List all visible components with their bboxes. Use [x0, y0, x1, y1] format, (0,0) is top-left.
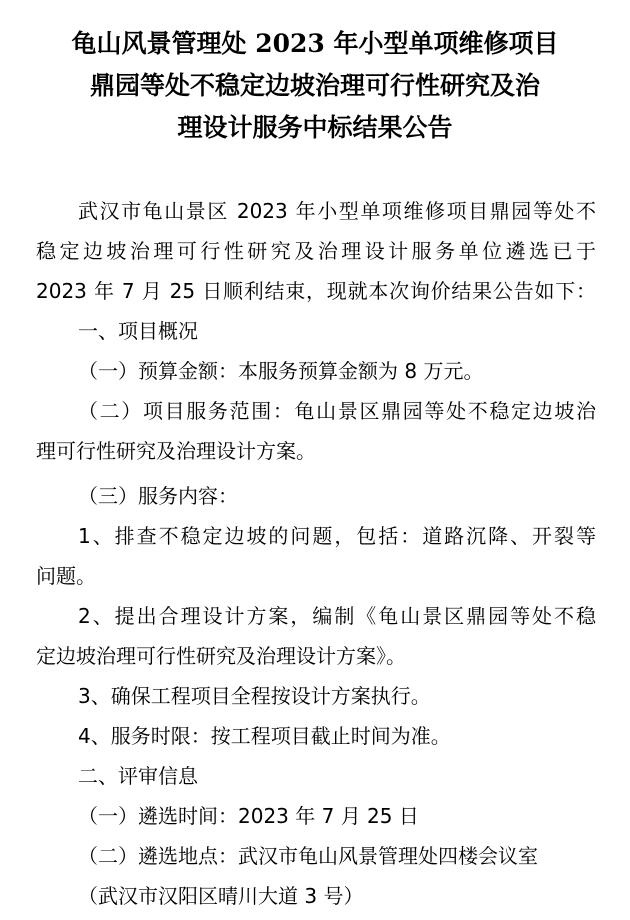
item-2-line-2: 定边坡治理可行性研究及治理设计方案》。	[36, 644, 406, 668]
item-2-line-1: 2、提出合理设计方案，编制《龟山景区鼎园等处不稳	[78, 604, 596, 628]
title-line-2: 鼎园等处不稳定边坡治理可行性研究及治	[89, 71, 540, 100]
item-1-line-2: 问题。	[36, 564, 96, 588]
section-2-heading: 二、评审信息	[78, 764, 198, 788]
item-3-line: 3、确保工程项目全程按设计方案执行。	[78, 684, 431, 708]
scope-line-1: （二）项目服务范围：龟山景区鼎园等处不稳定边坡治	[78, 399, 596, 423]
selection-time-line: （一）遴选时间：2023 年 7 月 25 日	[78, 804, 419, 828]
title-line-1: 龟山风景管理处 2023 年小型单项维修项目	[71, 29, 559, 58]
intro-line-2: 稳定边坡治理可行性研究及治理设计服务单位遴选已于	[36, 239, 596, 263]
selection-place-line-2: （武汉市汉阳区晴川大道 3 号）	[78, 884, 364, 908]
title-line-3: 理设计服务中标结果公告	[177, 113, 453, 142]
item-4-line: 4、服务时限：按工程项目截止时间为准。	[78, 724, 451, 748]
selection-place-line-1: （二）遴选地点：武汉市龟山风景管理处四楼会议室	[78, 844, 538, 868]
item-1-line-1: 1、排查不稳定边坡的问题，包括：道路沉降、开裂等	[78, 524, 596, 548]
service-content-heading: （三）服务内容：	[78, 484, 238, 508]
section-1-heading: 一、项目概况	[78, 319, 198, 343]
intro-line-1: 武汉市龟山景区 2023 年小型单项维修项目鼎园等处不	[78, 199, 596, 223]
budget-line: （一）预算金额：本服务预算金额为 8 万元。	[78, 359, 484, 383]
scope-line-2: 理可行性研究及治理设计方案。	[36, 439, 316, 463]
intro-line-3: 2023 年 7 月 25 日顺利结束，现就本次询价结果公告如下：	[36, 279, 596, 303]
